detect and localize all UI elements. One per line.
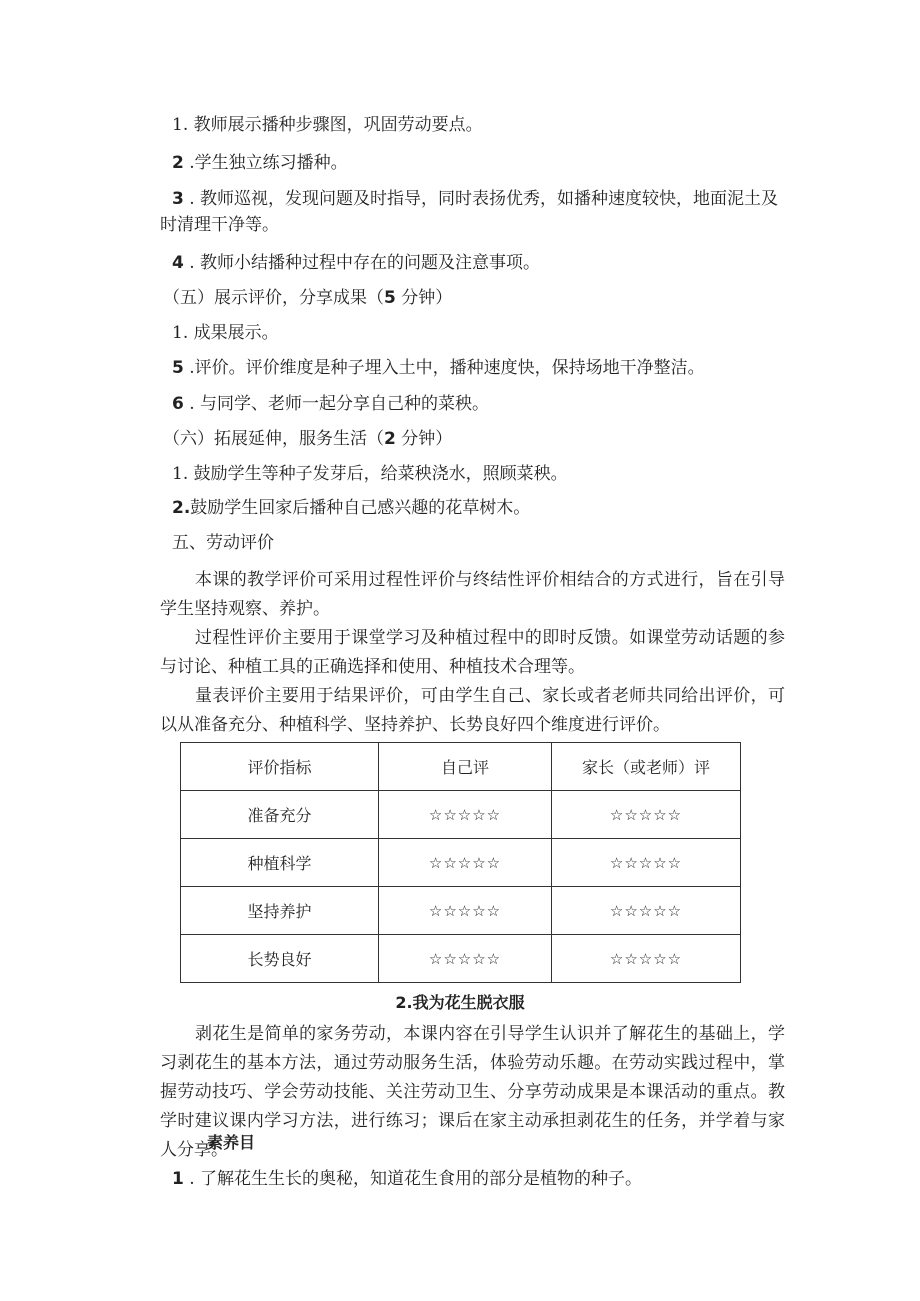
extend-2-number: 2. — [172, 498, 191, 518]
extend-2-text: 鼓励学生回家后播种自己感兴趣的花草树木。 — [190, 498, 531, 518]
step-3-continued: 时清理干净等。 — [160, 215, 279, 235]
goal-1-number: 1 — [172, 1169, 184, 1189]
table-cell-rating: ☆☆☆☆☆ — [379, 791, 552, 839]
table-cell-rating: ☆☆☆☆☆ — [552, 887, 741, 935]
extend-2 — [172, 497, 530, 519]
table-cell-rating: ☆☆☆☆☆ — [379, 887, 552, 935]
table-header-cell: 评价指标 — [181, 743, 379, 791]
result-show-text: 1. 成果展示。 — [172, 323, 279, 343]
section-5-heading-end: 分钟） — [395, 288, 453, 308]
section-heading-evaluation: 五、劳动评价 — [172, 533, 274, 553]
table-cell-indicator: 种植科学 — [181, 839, 379, 887]
evaluation-text: .评价。评价维度是种子埋入土中，播种速度快，保持场地干净整洁。 — [183, 358, 705, 378]
table-cell-indicator: 长势良好 — [181, 935, 379, 983]
paragraph-scale-evaluation: 量表评价主要用于结果评价，可由学生自己、家长或者老师共同给出评价，可以从准备充分、种植科学、坚持养护、长势良好四个维度进行评价。 — [160, 686, 785, 735]
step-3-text: . 教师巡视，发现问题及时指导，同时表扬优秀，如播种速度较快，地面泥土及 — [183, 189, 779, 209]
section-6-heading-text: （六）拓展延伸，服务生活（ — [163, 429, 384, 449]
table-row — [181, 935, 741, 983]
table-header-row — [181, 743, 741, 791]
section-6-minutes: 2 — [384, 429, 396, 449]
lesson-2-title: 2.我为花生脱衣服 — [395, 993, 525, 1012]
step-4-text: . 教师小结播种过程中存在的问题及注意事项。 — [183, 253, 541, 273]
evaluation-number: 5 — [172, 358, 184, 378]
section-6-heading-end: 分钟） — [395, 429, 453, 449]
step-3-number: 3 — [172, 189, 184, 209]
table-header-cell: 自己评 — [379, 743, 552, 791]
section-5-heading — [163, 287, 452, 309]
section-5-minutes: 5 — [384, 288, 396, 308]
step-2-text: .学生独立练习播种。 — [183, 153, 348, 173]
share — [172, 393, 489, 415]
table-row — [181, 839, 741, 887]
competency-goals-heading: 素养目 — [207, 1133, 256, 1152]
table-header-cell: 家长（或老师）评 — [552, 743, 741, 791]
section-5-heading-text: （五）展示评价，分享成果（ — [163, 288, 384, 308]
table-cell-rating: ☆☆☆☆☆ — [552, 935, 741, 983]
table-cell-rating: ☆☆☆☆☆ — [552, 791, 741, 839]
step-4-number: 4 — [172, 253, 184, 273]
step-2-number: 2 — [172, 153, 184, 173]
table-cell-indicator: 坚持养护 — [181, 887, 379, 935]
step-2 — [172, 152, 348, 174]
step-4 — [172, 252, 540, 274]
table-cell-rating: ☆☆☆☆☆ — [552, 839, 741, 887]
table-row — [181, 887, 741, 935]
step-1-text: 1. 教师展示播种步骤图，巩固劳动要点。 — [172, 115, 483, 135]
table-cell-rating: ☆☆☆☆☆ — [379, 839, 552, 887]
paragraph-lesson-2-intro: 剥花生是简单的家务劳动，本课内容在引导学生认识并了解花生的基础上，学习剥花生的基本方法，通过劳动服务生活，体验劳动乐趣。在劳动实践过程中，掌握劳动技巧、学会劳动技能、关注劳动卫生、分享劳动成果是本课活动的重点。教学时建议课内学习方法，进行练习；课后在家主动承担剥花生的任务，并学着与家人分享。 — [160, 1024, 785, 1160]
section-6-heading — [163, 428, 452, 450]
goal-1 — [172, 1168, 642, 1190]
step-3 — [172, 188, 778, 210]
share-number: 6 — [172, 394, 184, 414]
goal-1-text: . 了解花生生长的奥秘，知道花生食用的部分是植物的种子。 — [183, 1169, 643, 1189]
evaluation-table — [180, 742, 741, 983]
table-cell-rating: ☆☆☆☆☆ — [379, 935, 552, 983]
extend-1-text: 1. 鼓励学生等种子发芽后，给菜秧浇水，照顾菜秧。 — [172, 464, 568, 484]
paragraph-process-evaluation: 过程性评价主要用于课堂学习及种植过程中的即时反馈。如课堂劳动话题的参与讨论、种植工具的正确选择和使用、种植技术合理等。 — [160, 628, 785, 677]
table-row — [181, 791, 741, 839]
share-text: . 与同学、老师一起分享自己种的菜秧。 — [183, 394, 490, 414]
evaluation — [172, 357, 705, 379]
paragraph-evaluation-method: 本课的教学评价可采用过程性评价与终结性评价相结合的方式进行，旨在引导学生坚持观察、养护。 — [160, 570, 785, 619]
table-cell-indicator: 准备充分 — [181, 791, 379, 839]
